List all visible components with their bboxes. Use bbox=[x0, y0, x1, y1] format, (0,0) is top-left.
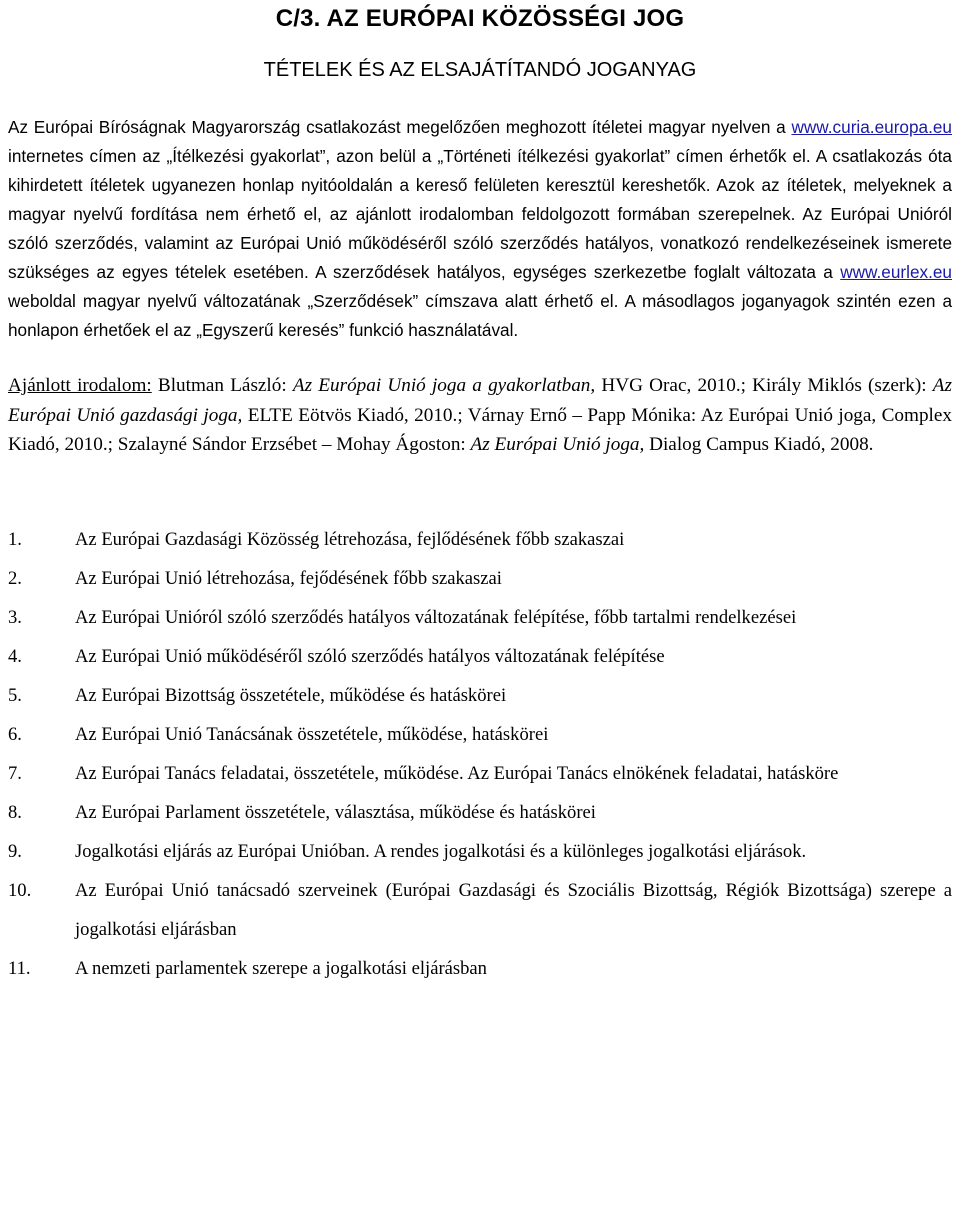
topic-text: A nemzeti parlamentek szerepe a jogalkotási eljárásban bbox=[75, 957, 487, 979]
document-title: C/3. AZ EURÓPAI KÖZÖSSÉGI JOG bbox=[275, 5, 685, 32]
topic-text: Az Európai Unió működéséről szóló szerződés hatályos változatának felépítése bbox=[75, 645, 665, 667]
intro-text-1: Az Európai Bíróságnak Magyarország csatlakozást megelőzően meghozott ítéletei magyar nyelven a bbox=[8, 117, 792, 137]
topic-text: Az Európai Tanács feladatai, összetétele, működése. Az Európai Tanács elnökének feladatai, hatásköre bbox=[75, 762, 839, 784]
curia-link[interactable]: www.curia.europa.eu bbox=[791, 117, 952, 137]
recommended-literature bbox=[8, 371, 952, 460]
literature-title-2: Az Európai Unió gazdasági joga, bbox=[8, 375, 952, 426]
topic-item bbox=[8, 754, 952, 793]
topic-number: 8. bbox=[8, 801, 22, 823]
topic-item bbox=[8, 637, 952, 676]
topic-number: 4. bbox=[8, 645, 22, 667]
topic-item bbox=[8, 715, 952, 754]
topic-text: Az Európai Gazdasági Közösség létrehozása, fejlődésének főbb szakaszai bbox=[75, 528, 625, 550]
topic-number: 3. bbox=[8, 606, 22, 628]
literature-title-1: Az Európai Unió joga a gyakorlatban, bbox=[292, 375, 596, 396]
topic-item bbox=[8, 598, 952, 637]
topic-list bbox=[8, 520, 952, 988]
topic-number: 6. bbox=[8, 723, 22, 745]
literature-publisher-4: Dialog Campus Kiadó, 2008. bbox=[644, 434, 874, 455]
topic-item bbox=[8, 559, 952, 598]
intro-paragraph bbox=[8, 113, 952, 345]
literature-title-3: Az Európai Unió joga, bbox=[470, 434, 645, 455]
topic-number: 11. bbox=[8, 957, 31, 979]
topic-number: 5. bbox=[8, 684, 22, 706]
eurlex-link[interactable]: www.eurlex.eu bbox=[840, 262, 952, 282]
topic-item bbox=[8, 676, 952, 715]
topic-item bbox=[8, 793, 952, 832]
topic-text: Az Európai Bizottság összetétele, működése és hatáskörei bbox=[75, 684, 507, 706]
intro-text-2: internetes címen az „Ítélkezési gyakorlat”, azon belül a „Történeti ítélkezési gyakorlat” címen érhetők el. A csatlakozás óta kihirdetett ítéletek ugyanezen honlap nyitóoldalán a kereső felületen keresztül kereshetők. Azok az ítéletek, melyeknek a magyar nyelvű fordítása nem érhető el, az ajánlott irodalomban feldolgozott formában szerepelnek. Az Európai Unióról szóló szerződés, valamint az Európai Unió működéséről szóló szerződés hatályos, vonatkozó rendelkezéseinek ismerete szükséges az egyes tételek esetében. A szerződések hatályos, egységes szerkezetbe foglalt változata a bbox=[8, 146, 952, 282]
literature-author-2: HVG Orac, 2010.; Király Miklós (szerk): bbox=[595, 375, 933, 396]
literature-author-3: ELTE Eötvös Kiadó, 2010.; Várnay Ernő – Papp Mónika: Az Európai Unió joga, Complex Kiadó, 2010.; Szalayné Sándor Erzsébet – Mohay Ágoston: bbox=[8, 404, 952, 455]
topic-number: 2. bbox=[8, 567, 22, 589]
topic-text: Az Európai Unió tanácsadó szerveinek (Európai Gazdasági és Szociális Bizottság, Régiók Bizottsága) szerepe a jogalkotási eljárásban bbox=[75, 879, 952, 940]
document-subtitle: TÉTELEK ÉS AZ ELSAJÁTÍTANDÓ JOGANYAG bbox=[263, 59, 697, 81]
topic-number: 7. bbox=[8, 762, 22, 784]
topic-item bbox=[8, 832, 952, 871]
topic-number: 9. bbox=[8, 840, 22, 862]
topic-item bbox=[8, 949, 952, 988]
topic-text: Az Európai Unióról szóló szerződés hatályos változatának felépítése, főbb tartalmi rendelkezései bbox=[75, 606, 797, 628]
document-page bbox=[8, 0, 952, 988]
topic-item bbox=[8, 871, 952, 949]
topic-text: Az Európai Parlament összetétele, választása, működése és hatáskörei bbox=[75, 801, 596, 823]
topic-text: Az Európai Unió Tanácsának összetétele, működése, hatáskörei bbox=[75, 723, 549, 745]
topic-number: 10. bbox=[8, 879, 32, 901]
intro-text-3: weboldal magyar nyelvű változatának „Szerződések” címszava alatt érhető el. A másodlagos joganyagok szintén ezen a honlapon érhetőek el az „Egyszerű keresés” funkció használatával. bbox=[8, 291, 952, 340]
literature-author-1: Blutman László: bbox=[151, 375, 293, 396]
topic-number: 1. bbox=[8, 528, 22, 550]
topic-item bbox=[8, 520, 952, 559]
topic-text: Jogalkotási eljárás az Európai Unióban. A rendes jogalkotási és a különleges jogalkotási eljárások. bbox=[75, 840, 807, 862]
topic-text: Az Európai Unió létrehozása, fejődésének főbb szakaszai bbox=[75, 567, 502, 589]
literature-label: Ajánlott irodalom: bbox=[8, 375, 152, 396]
